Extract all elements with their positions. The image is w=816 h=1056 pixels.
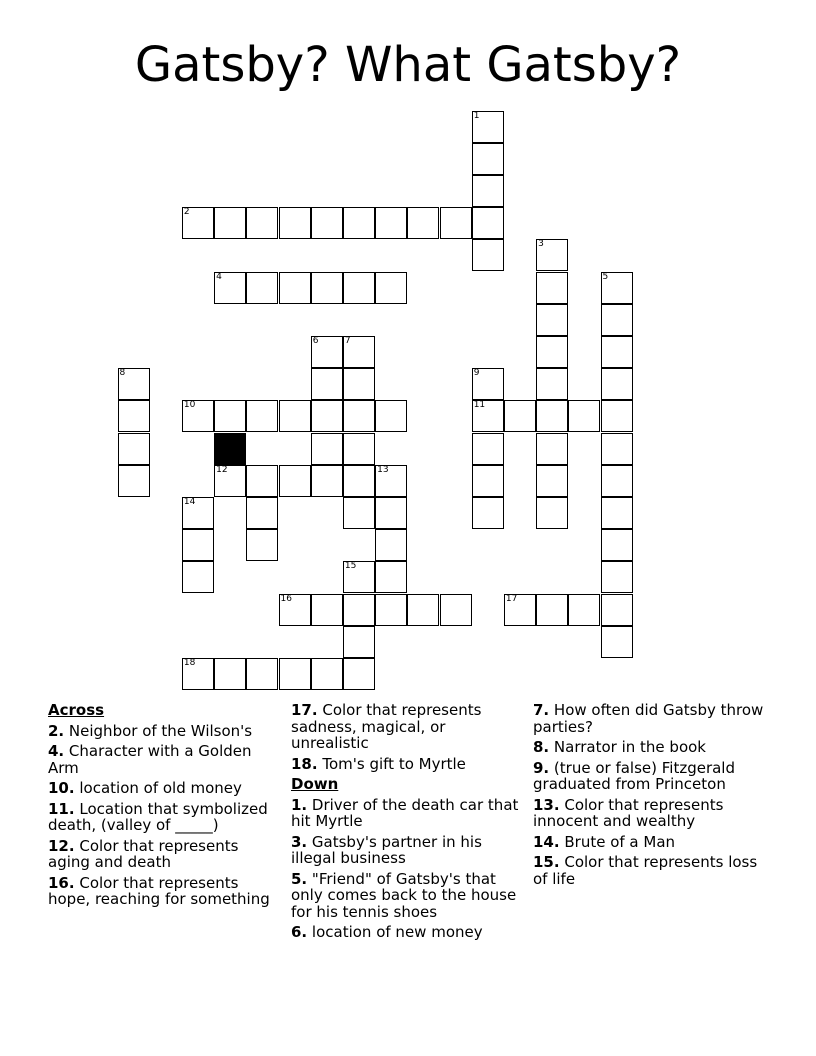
cell-number: 8 (119, 368, 126, 379)
grid-cell[interactable] (601, 497, 633, 529)
grid-cell[interactable] (311, 433, 343, 465)
across-clue-18: 18. Tom's gift to Myrtle (291, 754, 466, 773)
grid-cell[interactable] (279, 465, 311, 497)
grid-cell[interactable] (375, 400, 407, 432)
cell-number: 18 (183, 657, 196, 668)
grid-cell[interactable] (214, 658, 246, 690)
across-clue-4: 4. Character with a Golden Arm (48, 742, 252, 777)
grid-cell[interactable] (472, 207, 504, 239)
grid-cell[interactable] (182, 497, 214, 529)
grid-cell[interactable] (440, 207, 472, 239)
clue-column-3 (533, 702, 768, 891)
grid-cell[interactable] (246, 272, 278, 304)
down-clue-1: 1. Driver of the death car that hit Myrtle (291, 795, 519, 830)
grid-cell[interactable] (375, 272, 407, 304)
grid-cell[interactable] (601, 304, 633, 336)
cell-number: 10 (183, 400, 196, 411)
cell-number: 4 (216, 271, 222, 282)
grid-cell[interactable] (182, 400, 214, 432)
grid-cell[interactable] (343, 433, 375, 465)
grid-cell[interactable] (343, 658, 375, 690)
down-clue-13: 13. Color that represents innocent and wealthy (533, 795, 724, 830)
grid-cell[interactable] (504, 594, 536, 626)
cell-number: 11 (473, 400, 486, 411)
across-heading: Across (48, 701, 105, 719)
cell-number: 9 (473, 368, 480, 379)
grid-cell[interactable] (118, 368, 150, 400)
grid-cell[interactable] (311, 368, 343, 400)
across-clue-17: 17. Color that represents sadness, magical, or unrealistic (291, 701, 482, 752)
grid-cell[interactable] (407, 594, 439, 626)
grid-cell[interactable] (536, 368, 568, 400)
grid-cell[interactable] (118, 433, 150, 465)
grid-cell[interactable] (472, 497, 504, 529)
grid-cell[interactable] (246, 529, 278, 561)
grid-cell[interactable] (472, 111, 504, 143)
grid-cell[interactable] (568, 400, 600, 432)
down-clue-8: 8. Narrator in the book (533, 738, 706, 756)
grid-cell[interactable] (375, 561, 407, 593)
grid-cell[interactable] (536, 336, 568, 368)
cell-number: 14 (183, 496, 196, 507)
grid-cell[interactable] (311, 272, 343, 304)
down-clue-15: 15. Color that represents loss of life (533, 853, 758, 888)
grid-cell[interactable] (472, 175, 504, 207)
grid-cell[interactable] (343, 497, 375, 529)
grid-cell[interactable] (343, 400, 375, 432)
across-clue-16: 16. Color that represents hope, reaching for something (48, 873, 270, 908)
grid-cell[interactable] (246, 658, 278, 690)
grid-cell[interactable] (214, 272, 246, 304)
puzzle-title: Gatsby? What Gatsby? (134, 37, 682, 93)
grid-cell[interactable] (118, 400, 150, 432)
grid-cell[interactable] (375, 465, 407, 497)
grid-cell[interactable] (279, 400, 311, 432)
across-clue-2: 2. Neighbor of the Wilson's (48, 721, 253, 740)
grid-cell[interactable] (440, 594, 472, 626)
cell-number: 7 (344, 335, 351, 346)
grid-cell[interactable] (279, 594, 311, 626)
grid-cell[interactable] (311, 336, 343, 368)
grid-cell[interactable] (246, 400, 278, 432)
grid-cell[interactable] (601, 594, 633, 626)
grid-cell[interactable] (343, 465, 375, 497)
cell-number: 3 (538, 239, 544, 250)
grid-cell[interactable] (214, 465, 246, 497)
grid-cell[interactable] (601, 561, 633, 593)
grid-cell[interactable] (536, 433, 568, 465)
grid-cell[interactable] (246, 497, 278, 529)
grid-cell[interactable] (536, 400, 568, 432)
grid-cell[interactable] (536, 239, 568, 271)
grid-cell[interactable] (601, 400, 633, 432)
cell-number: 2 (183, 207, 190, 218)
grid-cell[interactable] (472, 368, 504, 400)
grid-cell[interactable] (214, 400, 246, 432)
grid-cell[interactable] (536, 497, 568, 529)
grid-cell[interactable] (311, 207, 343, 239)
grid-cell[interactable] (375, 207, 407, 239)
across-clue-11: 11. Location that symbolized death, (valley of _____) (48, 799, 268, 834)
across-clue-10: 10. location of old money (48, 779, 242, 797)
grid-cell[interactable] (118, 465, 150, 497)
grid-cell[interactable] (279, 207, 311, 239)
cell-number: 17 (505, 593, 518, 604)
grid-cell[interactable] (601, 336, 633, 368)
grid-cell[interactable] (601, 626, 633, 658)
grid-cell[interactable] (246, 207, 278, 239)
cell-number: 16 (280, 593, 292, 604)
grid-cell[interactable] (246, 465, 278, 497)
down-clue-7: 7. How often did Gatsby throw parties? (533, 701, 764, 736)
grid-cell[interactable] (311, 400, 343, 432)
grid-cell[interactable] (568, 594, 600, 626)
grid-cell[interactable] (472, 239, 504, 271)
cell-number: 13 (377, 464, 389, 475)
grid-cell[interactable] (311, 594, 343, 626)
clue-column-2 (291, 702, 526, 945)
down-clue-6: 6. location of new money (291, 923, 483, 941)
down-clue-5: 5. "Friend" of Gatsby's that only comes back to the house for his tennis shoes (291, 869, 517, 921)
cell-number: 15 (344, 561, 357, 572)
cell-number: 6 (312, 335, 319, 346)
grid-cell[interactable] (182, 529, 214, 561)
grid-cell[interactable] (375, 529, 407, 561)
grid-cell[interactable] (536, 465, 568, 497)
grid-cell[interactable] (472, 465, 504, 497)
grid-cell[interactable] (536, 594, 568, 626)
grid-cell[interactable] (279, 658, 311, 690)
grid-cell[interactable] (214, 207, 246, 239)
grid-cell[interactable] (311, 658, 343, 690)
grid-cell[interactable] (375, 594, 407, 626)
grid-cell[interactable] (343, 368, 375, 400)
down-clue-3: 3. Gatsby's partner in his illegal business (291, 832, 482, 867)
down-clue-14: 14. Brute of a Man (533, 832, 676, 851)
grid-cell[interactable] (182, 207, 214, 239)
grid-cell[interactable] (601, 368, 633, 400)
cell-number: 12 (216, 464, 228, 475)
grid-block (214, 433, 246, 465)
grid-cell[interactable] (472, 433, 504, 465)
grid-cell[interactable] (601, 465, 633, 497)
grid-cell[interactable] (343, 626, 375, 658)
grid-cell[interactable] (472, 400, 504, 432)
cell-number: 5 (602, 271, 609, 282)
grid-cell[interactable] (343, 272, 375, 304)
down-clue-9: 9. (true or false) Fitzgerald graduated from Princeton (533, 758, 735, 793)
grid-cell[interactable] (601, 272, 633, 304)
down-heading: Down (291, 775, 339, 793)
clue-column-1 (48, 702, 283, 912)
grid-cell[interactable] (343, 594, 375, 626)
grid-cell[interactable] (343, 336, 375, 368)
grid-cell[interactable] (601, 433, 633, 465)
cell-number: 1 (473, 110, 480, 121)
grid-cell[interactable] (601, 529, 633, 561)
grid-cell[interactable] (343, 207, 375, 239)
grid-cell[interactable] (472, 143, 504, 175)
grid-cell[interactable] (536, 272, 568, 304)
grid-cell[interactable] (407, 207, 439, 239)
grid-cell[interactable] (311, 465, 343, 497)
grid-cell[interactable] (536, 304, 568, 336)
grid-cell[interactable] (182, 561, 214, 593)
across-clue-12: 12. Color that represents aging and death (48, 836, 239, 871)
grid-cell[interactable] (182, 658, 214, 690)
grid-cell[interactable] (279, 272, 311, 304)
grid-cell[interactable] (343, 561, 375, 593)
grid-cell[interactable] (375, 497, 407, 529)
grid-cell[interactable] (504, 400, 536, 432)
